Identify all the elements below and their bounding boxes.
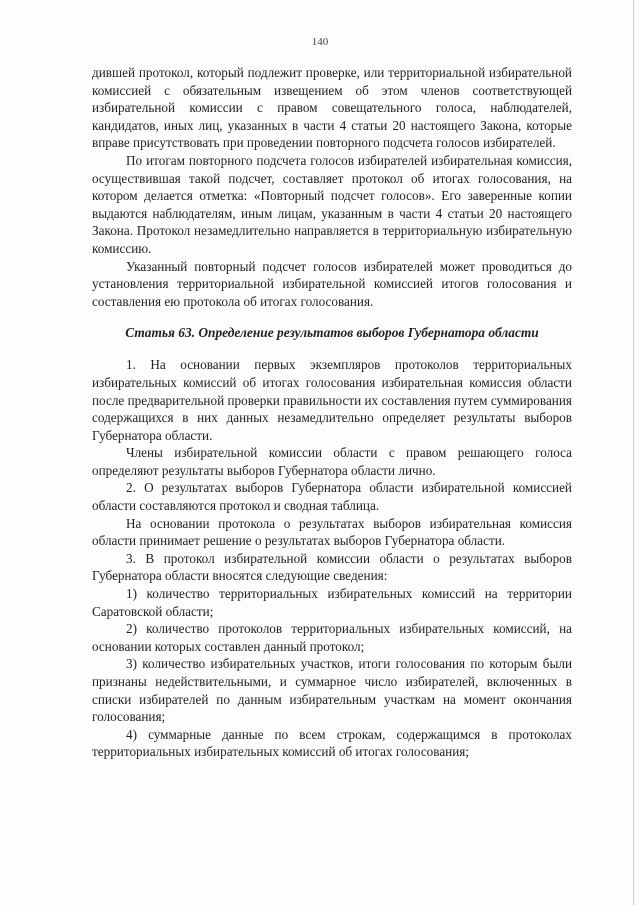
paragraph-continuation: дившей протокол, который подлежит проверке, или территориальной избирательной комиссией с обязательным извещением об этом членов соответствующей избирательной комиссии с правом совещательного голоса, наблюдателей, кандидатов, иных лиц, указанных в части 4 статьи 20 настоящего Закона, которые вправе присутствовать при проведении повторного подсчета голосов избирателей. — [92, 65, 572, 151]
article-heading: Статья 63. Определение результатов выборов Губернатора области — [125, 325, 539, 341]
list-item-3: 3) количество избирательных участков, итоги голосования по которым были признаны недействительными, и суммарное число избирателей, включенных в списки избирателей по данным избирательным участкам на момент окончания голосования; — [92, 656, 572, 725]
list-item-2: 2) количество протоколов территориальных избирательных комиссий, на основании которых составлен данный протокол; — [92, 621, 572, 654]
spacer — [92, 342, 572, 356]
list-item-1: 1) количество территориальных избирательных комиссий на территории Саратовской области; — [92, 586, 572, 619]
paragraph-members-vote: Члены избирательной комиссии области с правом решающего голоса определяют результаты выборов Губернатора области лично. — [92, 445, 572, 478]
list-item-4: 4) суммарные данные по всем строкам, содержащимся в протоколах территориальных избирательных комиссий об итогах голосования; — [92, 726, 572, 760]
page-number: 140 — [311, 36, 329, 48]
paragraph-item-2: 2. О результатах выборов Губернатора области избирательной комиссией области составляются протокол и сводная таблица. — [92, 480, 572, 514]
spacer — [92, 310, 572, 324]
page-edge-divider — [633, 0, 634, 905]
paragraph-item-3: 3. В протокол избирательной комиссии области о результатах выборов Губернатора области вносятся следующие сведения: — [92, 550, 572, 584]
paragraph-item-1: 1. На основании первых экземпляров протоколов территориальных избирательных комиссий об итогах голосования избирательная комиссия области после предварительной проверки правильности их составления путем суммирования содержащихся в них данных незамедлительно определяет результаты выборов Губернатора области. — [92, 357, 572, 443]
paragraph-recount-protocol: По итогам повторного подсчета голосов избирателей избирательная комиссия, осуществившая такой подсчет, составляет протокол об итогах голосования, на котором делается отметка: «Повторный подсчет голосов». Его заверенные копии выдаются наблюдателям, иным лицам, указанным в части 4 статьи 20 настоящего Закона. Протокол незамедлительно направляется в территориальную избирательную комиссию. — [92, 152, 572, 256]
paragraph-decision: На основании протокола о результатах выборов избирательная комиссия области принимает решение о результатах выборов Губернатора области. — [92, 515, 572, 549]
document-body — [92, 64, 572, 761]
paragraph-recount-timing: Указанный повторный подсчет голосов избирателей может проводиться до установления территориальной избирательной комиссией итогов голосования и составления ею протокола об итогах голосования. — [92, 258, 572, 309]
